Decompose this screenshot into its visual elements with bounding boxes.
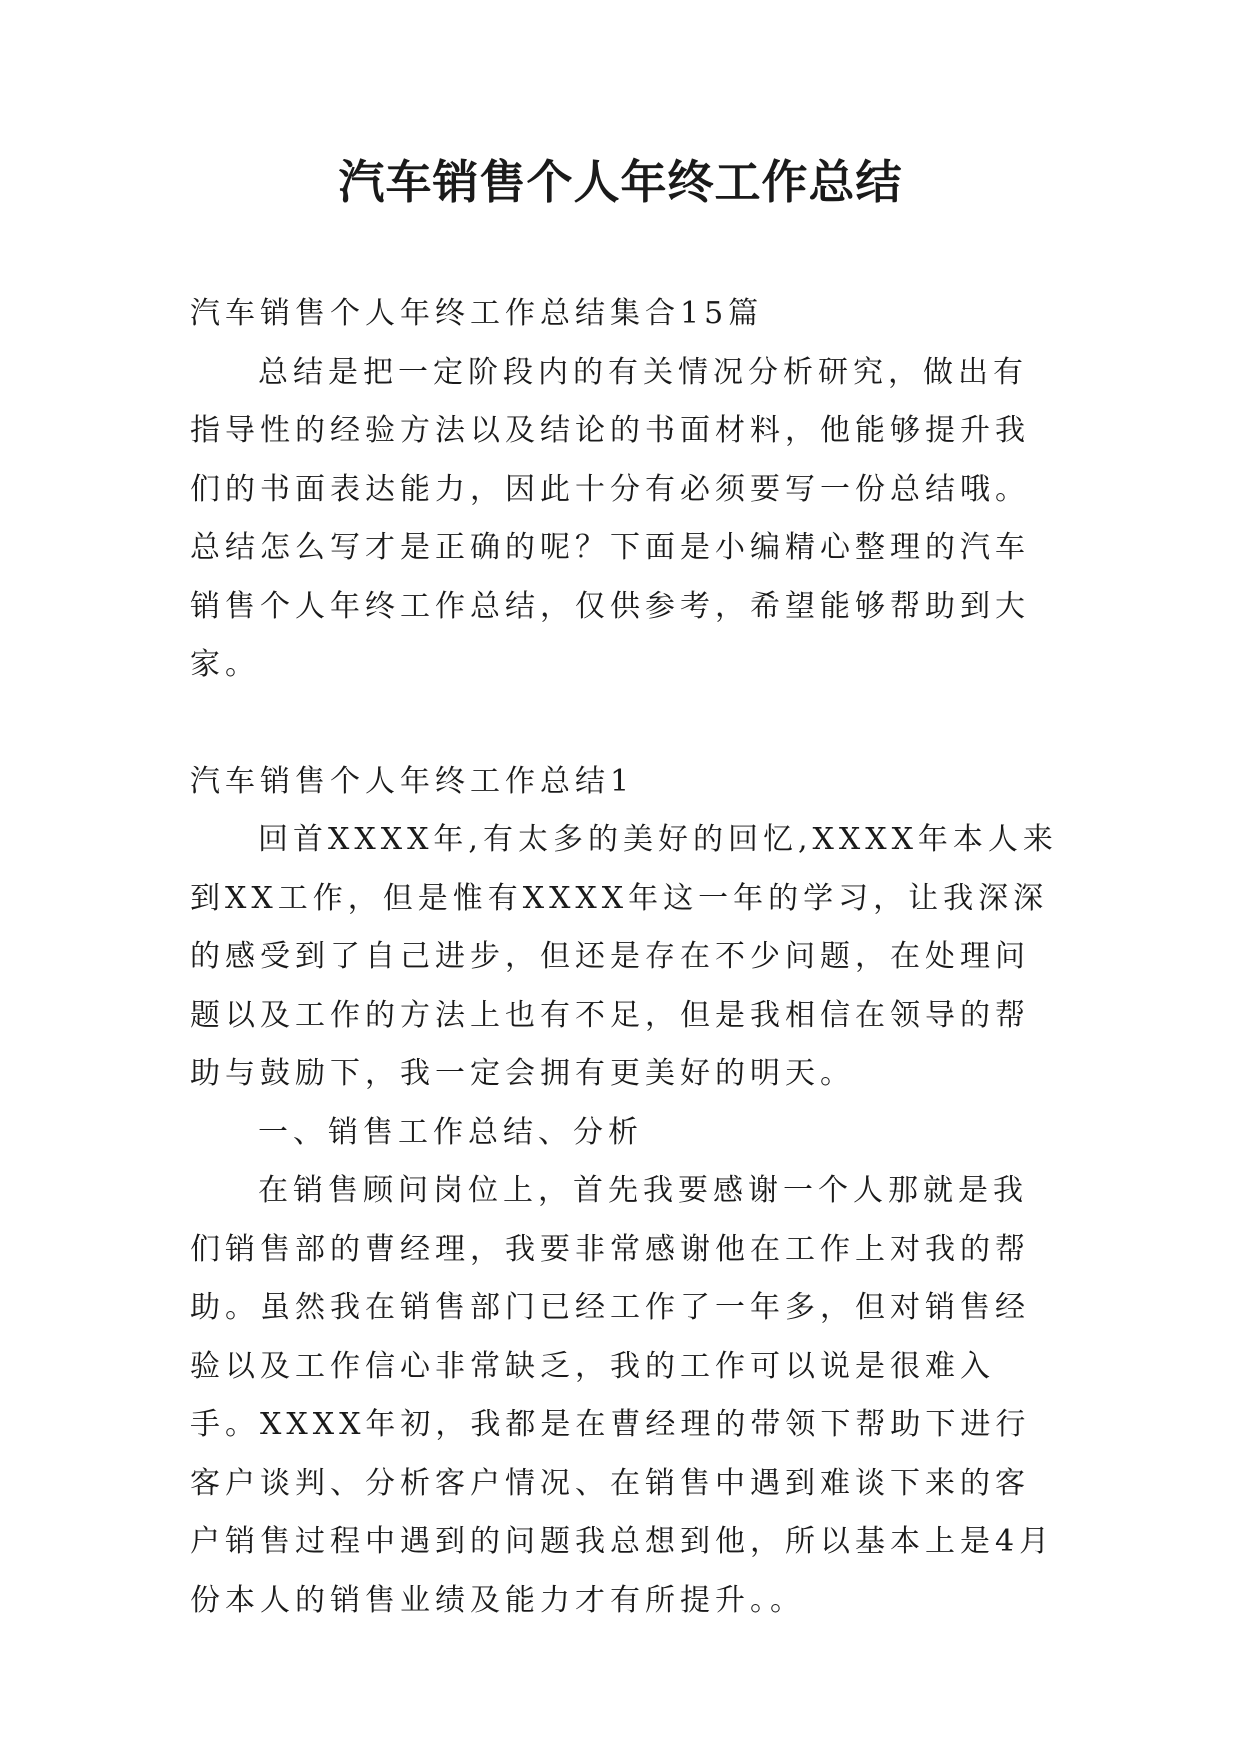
intro-paragraph: 总结是把一定阶段内的有关情况分析研究，做出有指导性的经验方法以及结论的书面材料，他能够提升我们的书面表达能力，因此十分有必须要写一份总结哦。总结怎么写才是正确的呢？下面是小编精心整理的汽车销售个人年终工作总结，仅供参考，希望能够帮助到大家。 bbox=[190, 354, 1030, 682]
document-body bbox=[190, 285, 1060, 1630]
section-paragraph-1: 回首XXXX年,有太多的美好的回忆,XXXX年本人来到XX工作，但是惟有XXXX年这一年的学习，让我深深的感受到了自己进步，但还是存在不少问题，在处理问题以及工作的方法上也有不足，但是我相信在领导的帮助与鼓励下，我一定会拥有更美好的明天。 bbox=[190, 822, 1058, 1091]
section-paragraph-2: 在销售顾问岗位上，首先我要感谢一个人那就是我们销售部的曹经理，我要非常感谢他在工作上对我的帮助。虽然我在销售部门已经工作了一年多，但对销售经验以及工作信心非常缺乏，我的工作可以说是很难入手。XXXX年初，我都是在曹经理的带领下帮助下进行客户谈判、分析客户情况、在销售中遇到难谈下来的客户销售过程中遇到的问题我总想到他，所以基本上是4月份本人的销售业绩及能力才有所提升。。 bbox=[190, 1173, 1055, 1618]
subheading-sales-summary: 一、销售工作总结、分析 bbox=[258, 1114, 643, 1150]
document-title: 汽车销售个人年终工作总结 bbox=[338, 155, 903, 209]
section-heading: 汽车销售个人年终工作总结1 bbox=[190, 763, 635, 799]
paragraph-spacer bbox=[190, 695, 1060, 753]
collection-heading: 汽车销售个人年终工作总结集合15篇 bbox=[190, 296, 764, 331]
